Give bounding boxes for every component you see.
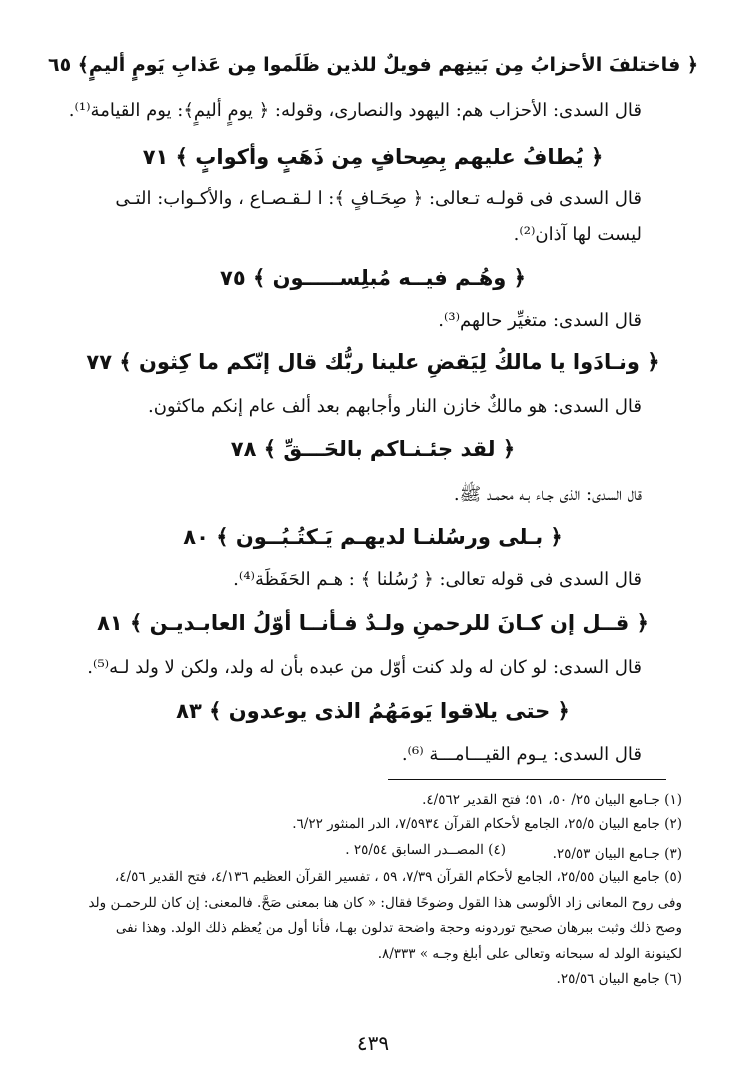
- quran-verse-80: ﴿ بـلى ورسُلنـا لديهـم يَـكتُـبُــون ﴾ ٨٠: [183, 525, 563, 549]
- quran-verse-75: ﴿ وهُـم فيــه مُبلِســـــون ﴾ ٧٥: [220, 266, 526, 290]
- quran-verse-71: ﴿ يُطافُ عليهم بِصِحافٍ مِن ذَهَبٍ وأكوابٍ ﴾ ٧١: [142, 145, 604, 169]
- commentary-line: قال السدى: يـوم القيـــامـــة ⁽⁶⁾.: [401, 744, 642, 765]
- quran-verse-65: ﴿ فاختلفَ الأحزابُ مِن بَينِهم فويلٌ للذين ظَلَموا مِن عَذابِ يَومٍ أليمٍ﴾ ٦٥: [47, 54, 699, 76]
- commentary-line: قال السدى فى قولـه تـعالى: ﴿ صِحَـافٍ ﴾: ا لـقـصـاع ، والأكـواب: التـى: [115, 188, 642, 209]
- commentary-line: ليست لها آذان⁽²⁾.: [513, 224, 642, 245]
- page-number: ٤٣٩: [356, 1031, 390, 1055]
- quran-verse-81: ﴿ قــل إن كـانَ للرحمنِ ولـدٌ فـأنــا أوّلُ العابـديـن ﴾ ٨١: [97, 611, 649, 635]
- quran-verse-78: ﴿ لقد جئـنـاكم بالحَـــقِّ ﴾ ٧٨: [230, 437, 516, 461]
- footnote-6: (٦) جامع البيان ٢٥/٥٦.: [556, 971, 682, 987]
- commentary-line: قال السدى فى قوله تعالى: ﴿ رُسُلنا ﴾ : هـم الحَفَظَة⁽⁴⁾.: [233, 569, 642, 590]
- footnote-5-line: لكينونة الولد له سبحانه وتعالى على أبلغ وجـه » ٨/٣٣٣.: [377, 946, 682, 962]
- quran-verse-77: ﴿ ونـادَوا يا مالكُ لِيَقضِ علينا ربُّك قال إنّكم ما كِثون ﴾ ٧٧: [86, 350, 660, 374]
- commentary-line: قال السدى: هو مالكٌ خازن النار وأجابهم بعد ألف عام إنكم ماكثون.: [148, 396, 642, 417]
- quran-verse-83: ﴿ حتى يلاقوا يَومَهُمُ الذى يوعدون ﴾ ٨٣: [176, 699, 570, 723]
- footnote-5-line: وفى روح المعانى زاد الألوسى هذا القول وضوحًا فقال: « كان هنا بمعنى صَحَّ. فالمعنى: إن كان للرحمـن ولد: [88, 895, 682, 911]
- commentary-line: قال السدى: الأحزاب هم: اليهود والنصارى، وقوله: ﴿ يومٍ أليمٍ﴾: يوم القيامة⁽¹⁾.: [68, 100, 642, 121]
- footnote-5-line: (٥) جامع البيان ٢٥/٥٥، الجامع لأحكام القرآن ٧/٣٩، ٥٩ ، تفسير القرآن العظيم ٤/١٣٦، فتح القدير ٤/٥٦،: [114, 869, 682, 885]
- footnote-2: (٢) جامع البيان ٢٥/٥، الجامع لأحكام القرآن ٧/٥٩٣٤، الدر المنثور ٦/٢٢.: [292, 816, 682, 832]
- commentary-line: قال السدى: الذى جـاء بـه محمـد ﷺ.: [453, 484, 642, 505]
- footnote-5-line: وصح ذلك وثبت ببرهان صحيح توردونه وحجة واضحة تدلون بهـا، فأنا أول من يُعظم ذلك الولد. وهذا نفى: [115, 920, 682, 936]
- footnote-separator: [388, 779, 666, 780]
- commentary-line: قال السدى: متغيِّر حالهم⁽³⁾.: [438, 310, 642, 331]
- footnote-1: (١) جـامع البيان ٢٥/ ٥٠، ٥١؛ فتح القدير ٤/٥٦٢.: [422, 792, 682, 808]
- commentary-line: قال السدى: لو كان له ولد كنت أوّل من عبده بأن له ولد، ولكن لا ولد لـه⁽⁵⁾.: [87, 657, 642, 678]
- footnote-3: (٣) جـامع البيان ٢٥/٥٣.: [552, 846, 682, 862]
- footnote-4: (٤) المصــدر السابق ٢٥/٥٤ .: [345, 842, 506, 858]
